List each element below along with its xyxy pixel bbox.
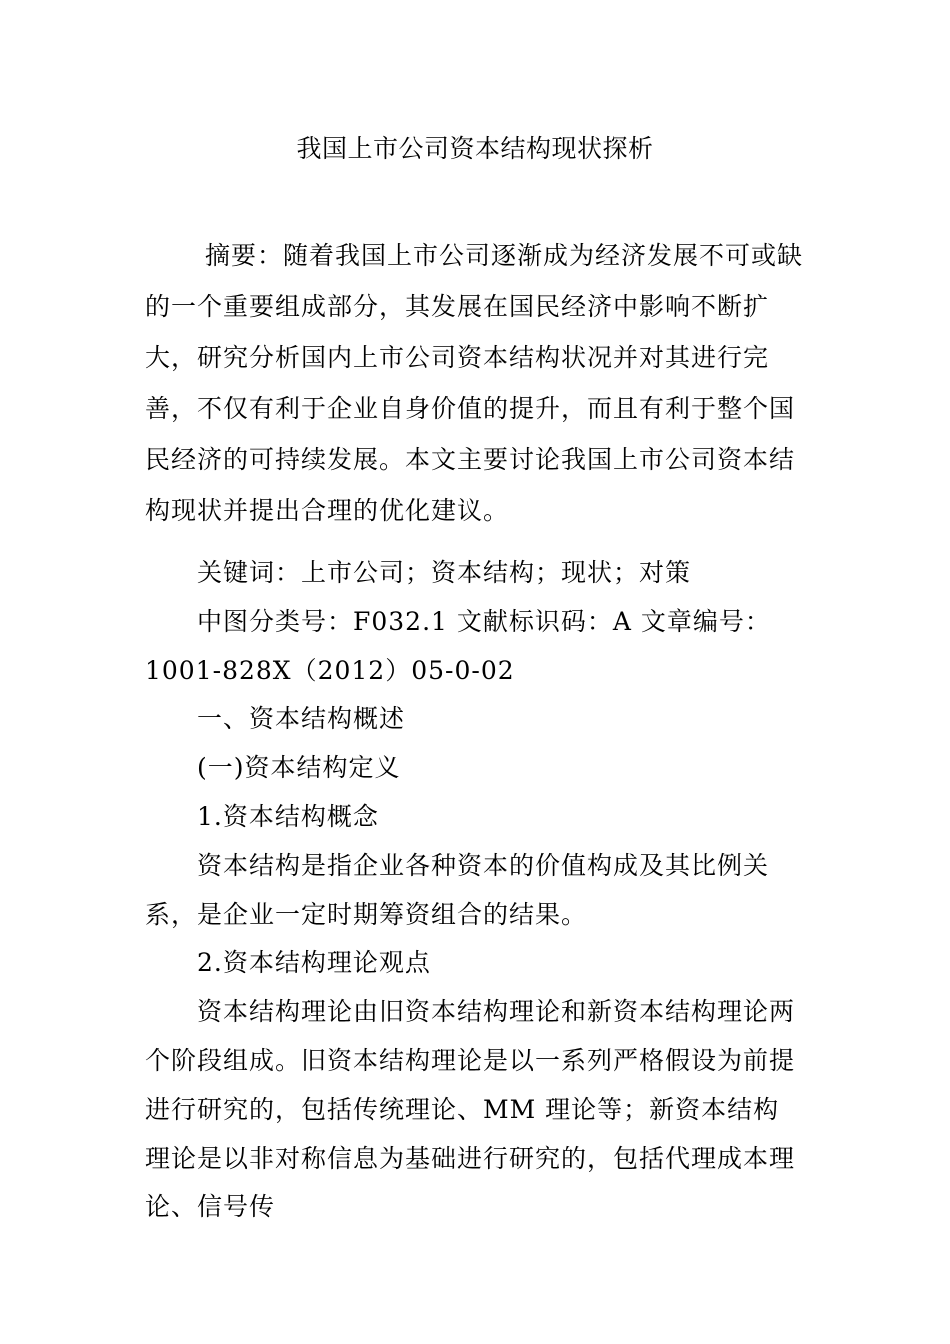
item-heading-2: 2.资本结构理论观点 [197, 948, 431, 978]
keywords-line: 关键词：上市公司；资本结构；现状；对策 [197, 558, 692, 587]
abstract-paragraph: 摘要：随着我国上市公司逐渐成为经济发展不可或缺的一个重要组成部分，其发展在国民经济中影响不断扩大，研究分析国内上市公司资本结构状况并对其进行完善，不仅有利于企业自身价值的提升，而且有利于整个国民经济的可持续发展。本文主要讨论我国上市公司资本结构现状并提出合理的优化建议。 [145, 241, 804, 525]
classification-line: 中图分类号：F032.1 文献标识码：A 文章编号：1001-828X（2012）05-0-02 [145, 606, 771, 685]
abstract-block [145, 230, 805, 536]
item-heading-1: 1.资本结构概念 [197, 801, 379, 831]
item-paragraph-1: 资本结构是指企业各种资本的价值构成及其比例关系，是企业一定时期筹资组合的结果。 [145, 850, 770, 929]
item-paragraph-2: 资本结构理论由旧资本结构理论和新资本结构理论两个阶段组成。旧资本结构理论是以一系列严格假设为前提进行研究的，包括传统理论、MM 理论等；新资本结构理论是以非对称信息为基础进行研究的，包括代理成本理论、信号传 [145, 997, 796, 1222]
subsection-heading: (一)资本结构定义 [197, 753, 401, 783]
main-body [145, 549, 805, 1232]
section-heading: 一、资本结构概述 [197, 704, 406, 734]
document-title: 我国上市公司资本结构现状探析 [296, 134, 654, 163]
